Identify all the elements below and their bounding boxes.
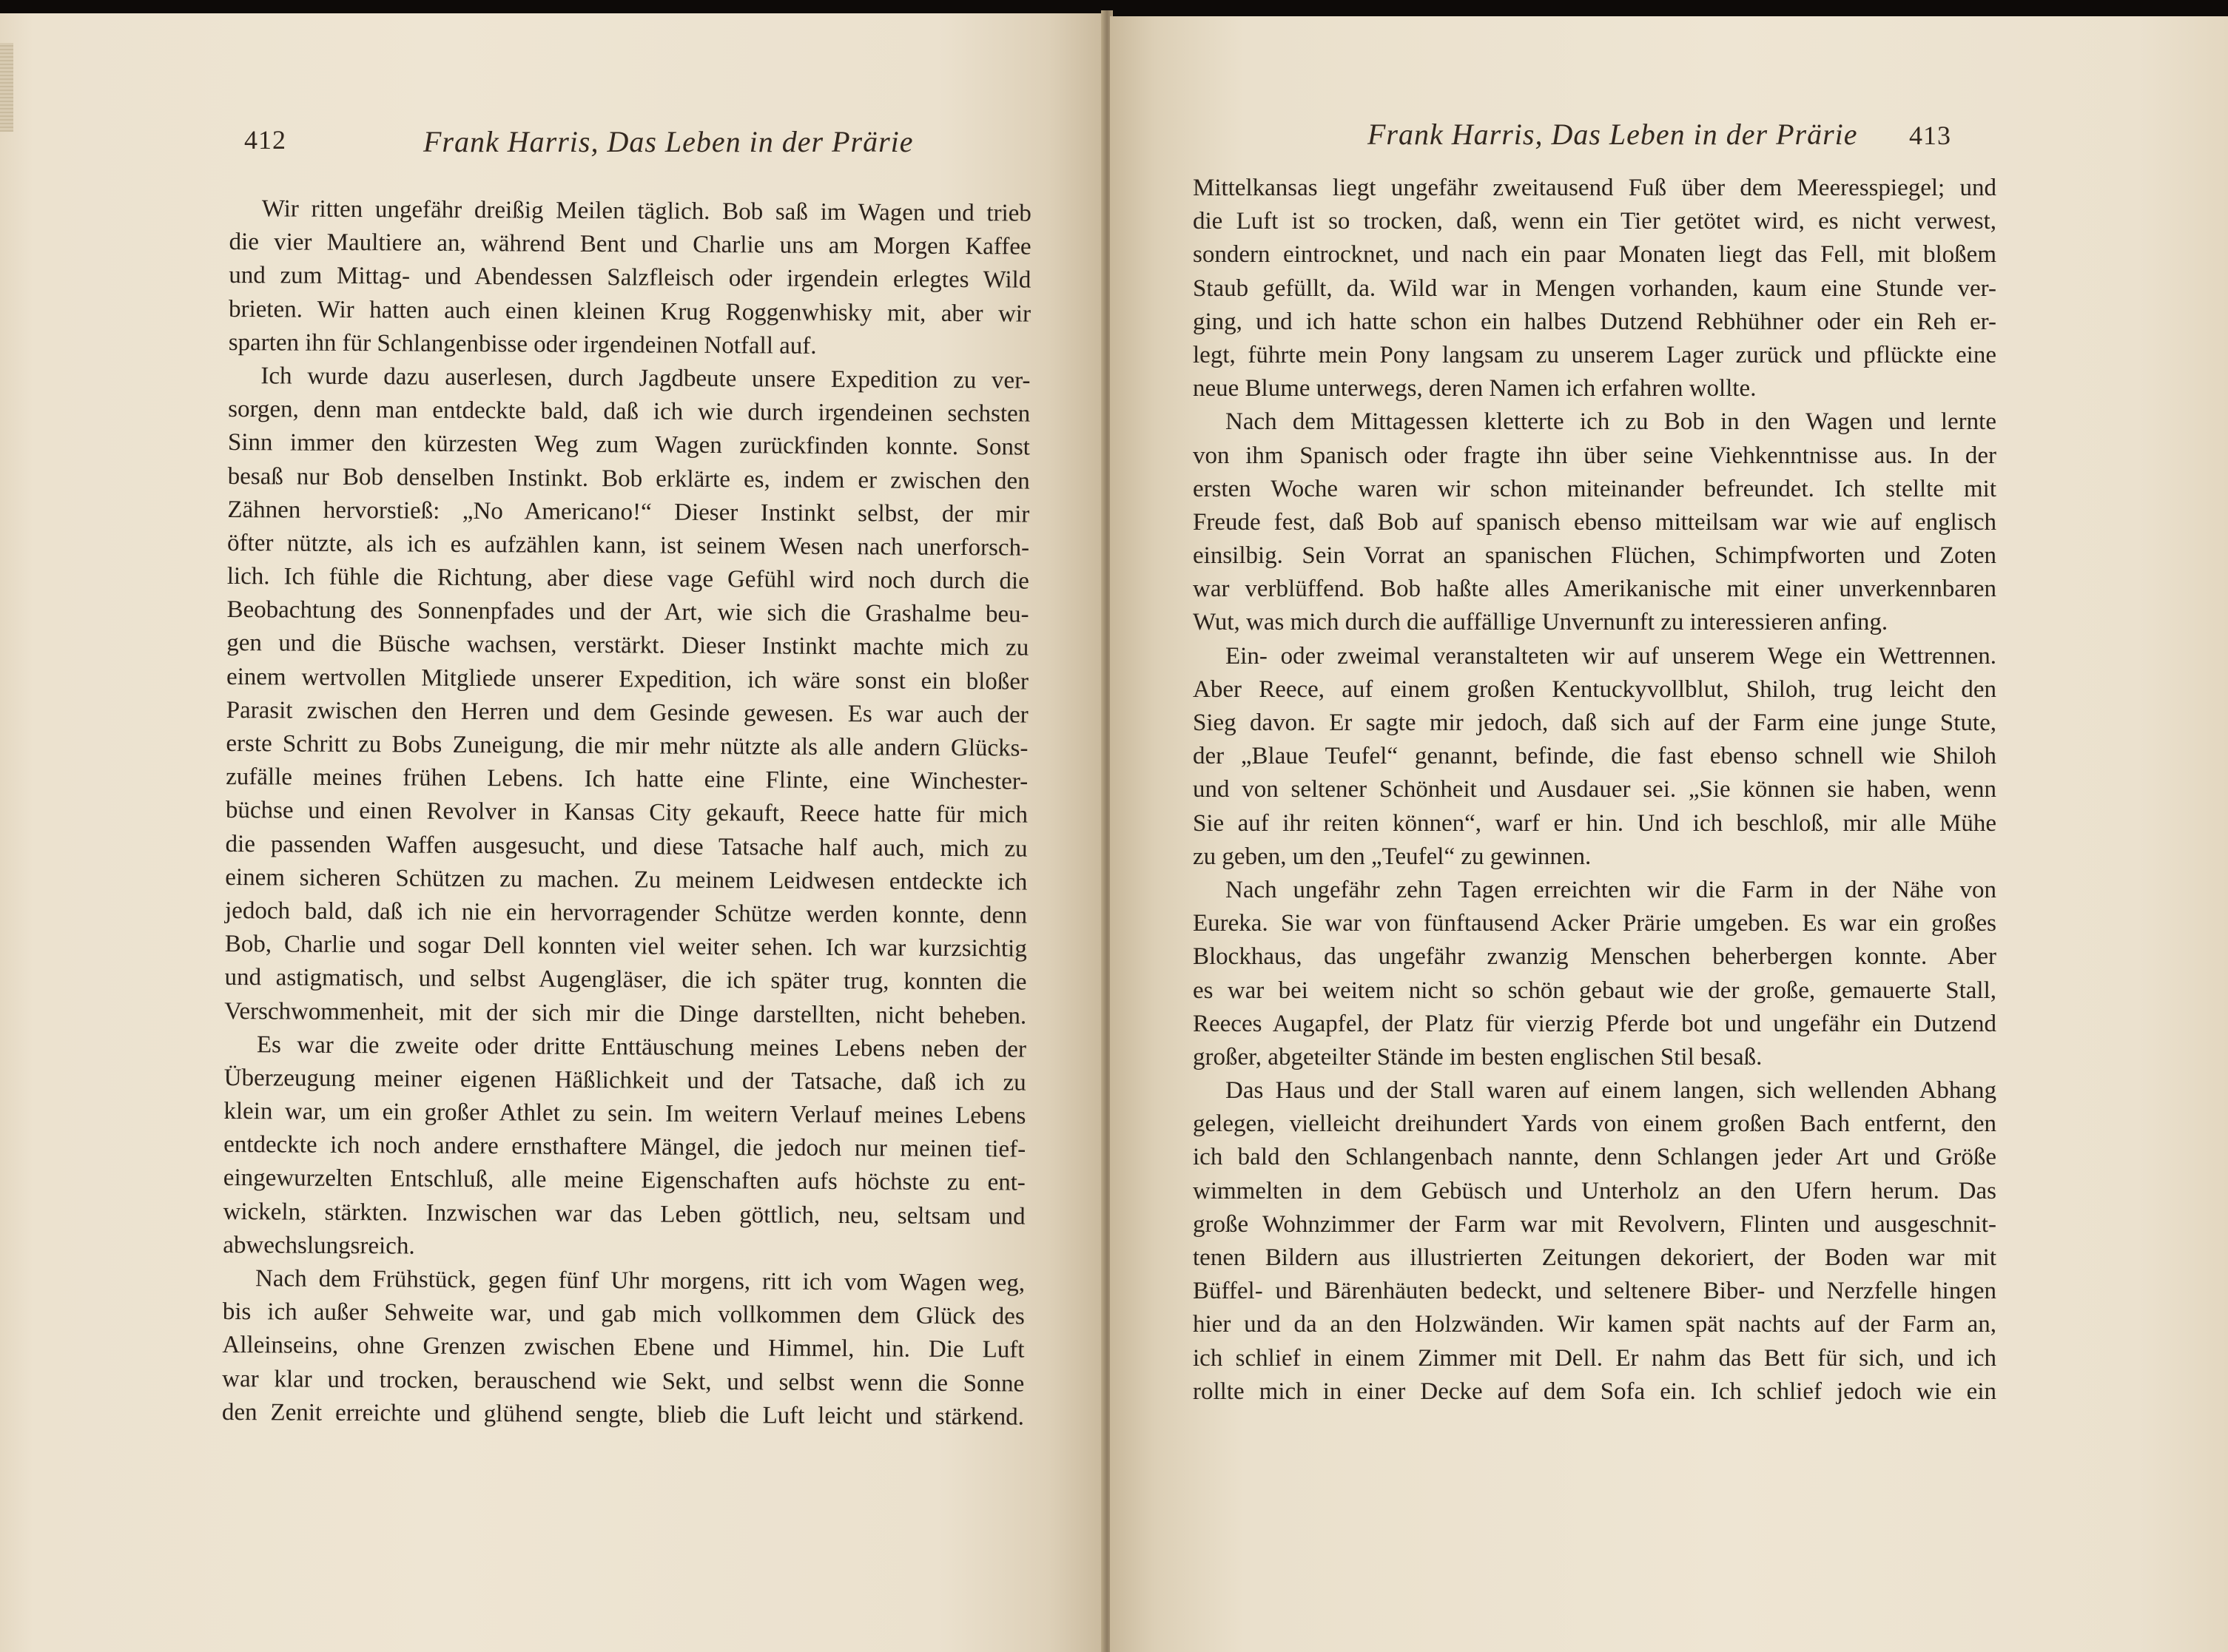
text-line: sorgen, denn man entdeckte bald, daß ich wie durch irgendeinen sechsten — [228, 396, 1031, 428]
text-line: rollte mich in einer Decke auf dem Sofa ein. Ich schlief jedoch wie ein — [1193, 1378, 1996, 1405]
text-line: Bob, Charlie und sogar Dell konnten viel weiter sehen. Ich war kurzsichtig — [224, 931, 1027, 962]
text-line: abwechslungsreich. — [223, 1231, 415, 1260]
text-line: Eureka. Sie war von fünftausend Acker Prärie umgeben. Es war ein großes — [1193, 910, 1996, 937]
text-line: Büffel- und Bärenhäuten bedeckt, und seltenere Biber- und Nerzfelle hingen — [1193, 1278, 1996, 1305]
text-line: Freude fest, daß Bob auf spanisch ebenso mitteilsam war wie auf englisch — [1193, 508, 1996, 536]
text-line: die vier Maultiere an, während Bent und Charlie uns am Morgen Kaffee — [229, 229, 1031, 260]
text-line: ich bald den Schlangenbach nannte, denn Schlangen jeder Art und Größe — [1193, 1144, 1996, 1171]
text-line: ersten Woche waren wir schon miteinander befreundet. Ich stellte mit — [1193, 475, 1996, 502]
text-line: büchse und einen Revolver in Kansas City gekauft, Reece hatte für mich — [225, 797, 1028, 829]
text-line: und von seltener Schönheit und Ausdauer sei. „Sie können sie haben, wenn — [1193, 776, 1996, 803]
text-line: Nach dem Mittagessen kletterte ich zu Bob in den Wagen und lernte — [1225, 408, 1996, 436]
text-line: Alleinseins, ohne Grenzen zwischen Ebene und Himmel, hin. Die Luft — [222, 1332, 1025, 1363]
text-line: Sieg davon. Er sagte mir jedoch, daß sich auf der Farm eine junge Stute, — [1193, 709, 1996, 736]
text-line: Es war die zweite oder dritte Enttäuschung meines Lebens neben der — [256, 1031, 1027, 1063]
text-line: Ein- oder zweimal veranstalteten wir auf unserem Wege ein Wettrennen. — [1225, 642, 1996, 670]
text-line: Mittelkansas liegt ungefähr zweitausend Fuß über dem Meeresspiegel; und — [1193, 175, 1996, 201]
text-line: Das Haus und der Stall waren auf einem langen, sich wellenden Abhang — [1225, 1077, 1996, 1105]
text-line: Überzeugung meiner eigenen Häßlichkeit und der Tatsache, daß ich zu — [223, 1064, 1026, 1096]
text-line: war klar und trocken, berauschend wie Sekt, und selbst wenn die Sonne — [222, 1365, 1025, 1398]
text-line: wimmelten in dem Gebüsch und Unterholz an den Ufern herum. Das — [1193, 1177, 1996, 1204]
text-line: sondern eintrocknet, und nach ein paar Monaten liegt das Fell, mit bloßem — [1193, 241, 1996, 269]
text-line: zu geben, um den „Teufel“ zu gewinnen. — [1193, 843, 1592, 870]
page-number-right: 413 — [1909, 121, 1951, 150]
page-edges — [0, 43, 13, 132]
text-line: Blockhaus, das ungefähr zwanzig Menschen beherbergen konnte. Aber — [1193, 943, 1996, 971]
text-line: Sie auf ihr reiten können“, warf er hin. Und ich beschloß, mir alle Mühe — [1193, 809, 1996, 837]
text-line: erste Schritt zu Bobs Zuneigung, die mir mehr nützte als alle andern Glücks- — [226, 729, 1029, 762]
text-line: Wir ritten ungefähr dreißig Meilen täglich. Bob saß im Wagen und trieb — [261, 195, 1031, 227]
text-line: jedoch bald, daß ich nie ein hervorragender Schütze werden konnte, denn — [224, 897, 1028, 929]
text-line: es war bei weitem nicht so schön gebaut wie der große, gemauerte Stall, — [1193, 977, 1996, 1004]
text-line: war verblüffend. Bob haßte alles Amerikanische mit einer unverkennbaren — [1193, 576, 1996, 603]
right-page — [1110, 16, 2228, 1652]
text-line: ich schlief in einem Zimmer mit Dell. Er nahm das Bett für sich, und ich — [1193, 1344, 1996, 1372]
text-line: Parasit zwischen den Herren und dem Gesinde gewesen. Es war auch der — [226, 696, 1029, 729]
text-line: legt, führte mein Pony langsam zu unserem Lager zurück und pflückte eine — [1193, 341, 1996, 368]
text-line: ging, und ich hatte schon ein halbes Dutzend Rebhühner oder ein Reh er- — [1193, 308, 1996, 335]
text-line: Nach ungefähr zehn Tagen erreichten wir die Farm in der Nähe von — [1225, 876, 1996, 903]
text-line: Ich wurde dazu auserlesen, durch Jagdbeute unsere Expedition zu ver- — [260, 363, 1031, 394]
text-line: Nach dem Frühstück, gegen fünf Uhr morgens, ritt ich vom Wagen weg, — [255, 1265, 1026, 1297]
text-line: die passenden Waffen ausgesucht, und diese Tatsache half auch, mich zu — [225, 830, 1028, 863]
text-line: von ihm Spanisch oder fragte ihn über seine Viehkenntnisse aus. In der — [1193, 442, 1996, 469]
text-line: und zum Mittag- und Abendessen Salzfleisch oder irgendein erlegtes Wild — [229, 262, 1031, 294]
running-head-right: Frank Harris, Das Leben in der Prärie — [1367, 118, 1858, 151]
text-line: öfter nützte, als ich es aufzählen kann, ist seinem Wesen nach unerforsch- — [226, 529, 1030, 562]
text-line: besaß nur Bob denselben Instinkt. Bob erklärte es, indem er zwischen den — [227, 462, 1030, 495]
text-line: Aber Reece, auf einem großen Kentuckyvollblut, Shiloh, trug leicht den — [1193, 675, 1996, 703]
text-line: entdeckte ich noch andere ernsthaftere Mängel, die jedoch nur meinen tief- — [223, 1131, 1026, 1163]
text-line: einsilbig. Sein Vorrat an spanischen Flüchen, Schimpfworten und Zoten — [1193, 542, 1996, 570]
text-line: Sinn immer den kürzesten Weg zum Wagen zurückfinden konnte. Sonst — [227, 429, 1031, 461]
text-line: Zähnen hervorstieß: „No Americano!“ Dieser Instinkt selbst, der mir — [227, 496, 1030, 528]
page-number-left: 412 — [244, 125, 286, 155]
text-line: lich. Ich fühle die Richtung, aber diese vage Gefühl wird noch durch die — [226, 563, 1029, 595]
text-line: der „Blaue Teufel“ genannt, befinde, die fast ebenso schnell wie Shiloh — [1193, 743, 1996, 770]
text-line: Beobachtung des Sonnenpfades und der Art, wie sich die Grashalme beu- — [226, 596, 1029, 628]
text-line: neue Blume unterwegs, deren Namen ich erfahren wollte. — [1193, 375, 1757, 402]
text-line: gelegen, vielleicht dreihundert Yards von einem großen Bach entfernt, den — [1193, 1110, 1996, 1138]
left-page — [0, 13, 1104, 1652]
text-line: Wut, was mich durch die auffällige Unvernunft zu interessieren anfing. — [1193, 609, 1888, 636]
text-line: den Zenit erreichte und glühend sengte, blieb die Luft leicht und stärkend. — [221, 1398, 1025, 1431]
text-line: einem wertvollen Mitgliede unserer Expedition, ich wäre sonst ein bloßer — [226, 663, 1029, 695]
text-line: klein war, um ein großer Athlet zu sein. Im weitern Verlauf meines Lebens — [223, 1098, 1026, 1130]
text-line: bis ich außer Sehweite war, und gab mich vollkommen dem Glück des — [222, 1298, 1025, 1330]
text-line: große Wohnzimmer der Farm war mit Revolvern, Flinten und ausgeschnit- — [1193, 1210, 1996, 1238]
text-line: wickeln, stärkten. Inzwischen war das Leben göttlich, neu, seltsam und — [223, 1198, 1026, 1230]
text-line: einem sicheren Schützen zu machen. Zu meinem Leidwesen entdeckte ich — [225, 863, 1028, 896]
text-line: eingewurzelten Entschluß, alle meine Eigenschaften aufs höchste zu ent- — [223, 1164, 1026, 1197]
text-line: sparten ihn für Schlangenbisse oder irgendeinen Notfall auf. — [228, 328, 817, 360]
text-line: tenen Bildern aus illustrierten Zeitungen dekoriert, der Boden war mit — [1193, 1244, 1996, 1271]
text-line: brieten. Wir hatten auch einen kleinen Krug Roggenwhisky mit, aber wir — [228, 295, 1031, 328]
text-line: hier und da an den Holzwänden. Wir kamen spät nachts auf der Farm an, — [1193, 1311, 1996, 1338]
text-line: Staub gefüllt, da. Wild war in Mengen vorhanden, kaum eine Stunde ver- — [1193, 274, 1996, 302]
text-line: gen und die Büsche wachsen, verstärkt. Dieser Instinkt machte mich zu — [226, 630, 1029, 662]
text-line: und astigmatisch, und selbst Augengläser, die ich später trug, konnten die — [224, 964, 1027, 996]
text-line: Verschwommenheit, mit der sich mir die Dinge darstellten, nicht beheben. — [224, 997, 1027, 1030]
text-line: Reeces Augapfel, der Platz für vierzig Pferde bot und ungefähr ein Dutzend — [1193, 1010, 1996, 1037]
text-line: großer, abgeteilter Stände im besten englischen Stil besaß. — [1193, 1043, 1763, 1071]
right-page-text — [1193, 172, 1996, 1409]
text-line: zufälle meines frühen Lebens. Ich hatte eine Flinte, eine Winchester- — [226, 763, 1029, 795]
running-head-left: Frank Harris, Das Leben in der Prärie — [423, 125, 914, 158]
text-line: die Luft ist so trocken, daß, wenn ein Tier getötet wird, es nicht verwest, — [1193, 208, 1996, 235]
left-page-text — [222, 192, 1031, 1434]
